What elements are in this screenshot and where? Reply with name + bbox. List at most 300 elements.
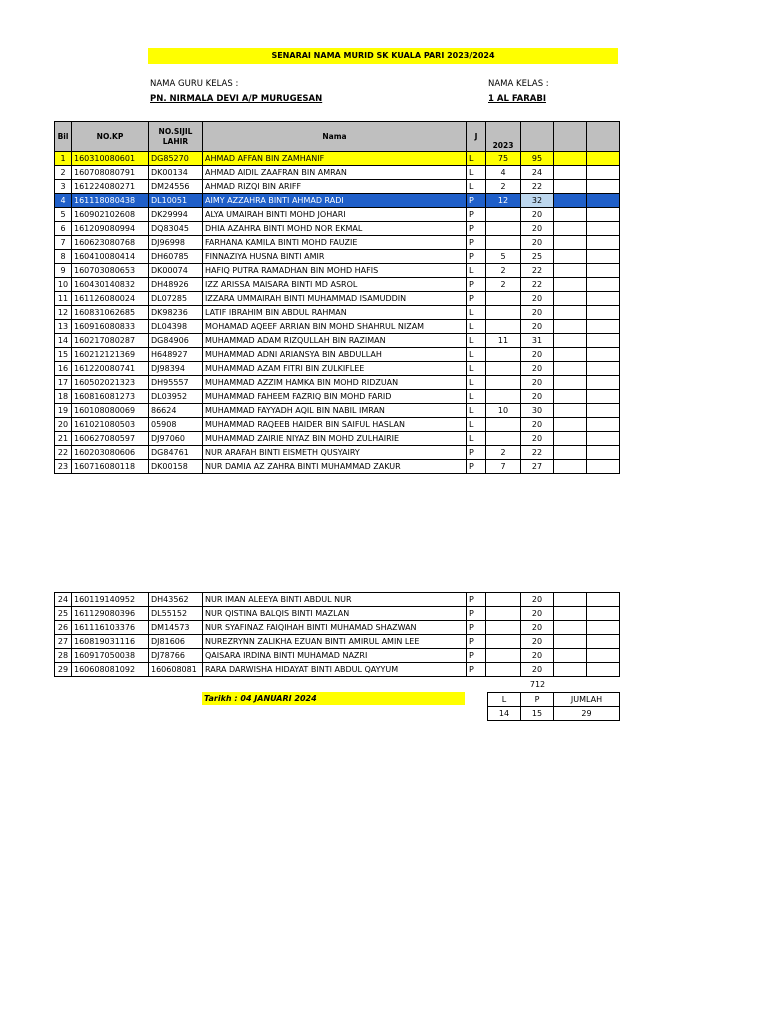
row-jantina: P [467,208,486,222]
row-nama: FARHANA KAMILA BINTI MOHD FAUZIE [203,236,467,250]
row-nokp: 161118080438 [72,194,149,208]
row-blank-2 [587,460,620,474]
row-nama: AHMAD AIDIL ZAAFRAN BIN AMRAN [203,166,467,180]
row-blank-1 [554,593,587,607]
row-bil: 29 [55,663,72,677]
row-jantina: L [467,166,486,180]
table-row [55,306,620,320]
row-blank-1 [554,292,587,306]
table-row [55,376,620,390]
row-value-b: 22 [521,446,554,460]
date-label: Tarikh : 04 JANUARI 2024 [202,692,465,705]
row-nama: MOHAMAD AQEEF ARRIAN BIN MOHD SHAHRUL NIZAM [203,320,467,334]
row-nokp: 160623080768 [72,236,149,250]
row-value-b: 20 [521,306,554,320]
row-value-a [486,649,521,663]
row-nokp: 160108080069 [72,404,149,418]
summary-p-label: P [521,693,554,707]
row-value-b: 25 [521,250,554,264]
row-blank-1 [554,264,587,278]
row-bil: 9 [55,264,72,278]
row-nokp: 160119140952 [72,593,149,607]
row-blank-2 [587,446,620,460]
row-value-a [486,621,521,635]
row-nama: HAFIQ PUTRA RAMADHAN BIN MOHD HAFIS [203,264,467,278]
table-row [55,334,620,348]
row-bil: 27 [55,635,72,649]
header-bil: Bil [55,122,72,152]
row-nokp: 160917050038 [72,649,149,663]
row-blank-2 [587,194,620,208]
table-row [55,194,620,208]
row-nosijil: DK98236 [149,306,203,320]
row-nokp: 161220080741 [72,362,149,376]
table-row [55,236,620,250]
row-jantina: P [467,222,486,236]
row-nosijil: DJ98394 [149,362,203,376]
row-jantina: L [467,320,486,334]
row-value-b: 32 [521,194,554,208]
table-row [55,390,620,404]
table-row [55,460,620,474]
row-value-b: 30 [521,404,554,418]
row-nama: DHIA AZAHRA BINTI MOHD NOR EKMAL [203,222,467,236]
row-value-b: 20 [521,292,554,306]
header-nokp: NO.KP [72,122,149,152]
row-nokp: 160203080606 [72,446,149,460]
table-row [55,152,620,166]
row-value-b: 20 [521,418,554,432]
row-jantina: P [467,292,486,306]
row-jantina: P [467,278,486,292]
row-nosijil: DG84761 [149,446,203,460]
row-nokp: 161129080396 [72,607,149,621]
row-bil: 26 [55,621,72,635]
row-bil: 24 [55,593,72,607]
row-blank-1 [554,404,587,418]
row-value-a: 12 [486,194,521,208]
row-blank-2 [587,278,620,292]
summary-l-value: 14 [488,707,521,721]
row-value-b: 20 [521,621,554,635]
row-blank-2 [587,621,620,635]
row-nama: AHMAD AFFAN BIN ZAMHANIF [203,152,467,166]
row-jantina: L [467,306,486,320]
gender-summary-table [487,692,620,721]
row-blank-2 [587,180,620,194]
row-value-a [486,418,521,432]
row-blank-1 [554,334,587,348]
row-value-b: 95 [521,152,554,166]
table-row [55,208,620,222]
summary-p-value: 15 [521,707,554,721]
row-value-b: 20 [521,362,554,376]
row-value-b: 24 [521,166,554,180]
row-nosijil: DL07285 [149,292,203,306]
table-row [55,166,620,180]
row-blank-2 [587,593,620,607]
row-jantina: L [467,348,486,362]
table-row [55,446,620,460]
row-blank-1 [554,278,587,292]
row-value-a: 2 [486,446,521,460]
row-value-a [486,208,521,222]
row-blank-1 [554,607,587,621]
row-nama: IZZARA UMMAIRAH BINTI MUHAMMAD ISAMUDDIN [203,292,467,306]
row-nosijil: DH60785 [149,250,203,264]
header-blank-3 [587,122,620,152]
row-value-b: 20 [521,348,554,362]
row-value-b: 20 [521,593,554,607]
row-blank-2 [587,208,620,222]
row-value-b: 31 [521,334,554,348]
header-blank-2 [554,122,587,152]
row-blank-1 [554,376,587,390]
row-jantina: P [467,621,486,635]
row-value-b: 22 [521,264,554,278]
table-row [55,348,620,362]
row-value-a [486,222,521,236]
row-value-a: 75 [486,152,521,166]
row-blank-2 [587,222,620,236]
row-nosijil: DM24556 [149,180,203,194]
row-value-a [486,306,521,320]
row-value-b: 22 [521,180,554,194]
row-bil: 20 [55,418,72,432]
row-nosijil: DL10051 [149,194,203,208]
row-value-a [486,635,521,649]
row-blank-2 [587,432,620,446]
table-row [55,663,620,677]
row-nokp: 161126080024 [72,292,149,306]
row-bil: 10 [55,278,72,292]
row-blank-2 [587,166,620,180]
table-row [55,250,620,264]
row-value-a: 10 [486,404,521,418]
row-nama: NUR QISTINA BALQIS BINTI MAZLAN [203,607,467,621]
row-nama: MUHAMMAD FAHEEM FAZRIQ BIN MOHD FARID [203,390,467,404]
row-nosijil: DM14573 [149,621,203,635]
row-bil: 11 [55,292,72,306]
row-blank-2 [587,250,620,264]
row-blank-1 [554,460,587,474]
table-row [55,264,620,278]
kelas-name: 1 AL FARABI [488,94,547,104]
table-row [55,635,620,649]
total-sum: 712 [529,680,546,689]
row-nokp: 160831062685 [72,306,149,320]
row-nama: MUHAMMAD RAQEEB HAIDER BIN SAIFUL HASLAN [203,418,467,432]
row-bil: 1 [55,152,72,166]
row-blank-1 [554,236,587,250]
row-nokp: 160212121369 [72,348,149,362]
row-blank-2 [587,404,620,418]
row-nokp: 160902102608 [72,208,149,222]
row-bil: 5 [55,208,72,222]
row-nosijil: DH43562 [149,593,203,607]
row-nama: NUR DAMIA AZ ZAHRA BINTI MUHAMMAD ZAKUR [203,460,467,474]
row-blank-1 [554,635,587,649]
student-table [54,121,620,474]
row-blank-2 [587,418,620,432]
row-bil: 13 [55,320,72,334]
document-title: SENARAI NAMA MURID SK KUALA PARI 2023/2024 [148,48,618,64]
summary-jumlah-label: JUMLAH [554,693,620,707]
table-row [55,649,620,663]
row-bil: 23 [55,460,72,474]
row-value-a [486,593,521,607]
row-blank-2 [587,607,620,621]
summary-l-label: L [488,693,521,707]
row-nosijil: 05908 [149,418,203,432]
row-bil: 7 [55,236,72,250]
row-nokp: 160916080833 [72,320,149,334]
row-nosijil: DK29994 [149,208,203,222]
row-nama: ALYA UMAIRAH BINTI MOHD JOHARI [203,208,467,222]
row-value-b: 20 [521,432,554,446]
row-nosijil: DL04398 [149,320,203,334]
row-nosijil: DK00134 [149,166,203,180]
row-bil: 8 [55,250,72,264]
row-jantina: P [467,607,486,621]
header-year: 2023 [486,122,521,152]
row-value-a: 2 [486,278,521,292]
row-nokp: 161224080271 [72,180,149,194]
summary-jumlah-value: 29 [554,707,620,721]
row-nama: IZZ ARISSA MAISARA BINTI MD ASROL [203,278,467,292]
row-nokp: 160217080287 [72,334,149,348]
row-blank-2 [587,348,620,362]
row-value-a [486,663,521,677]
row-value-a [486,362,521,376]
row-nama: AHMAD RIZQI BIN ARIFF [203,180,467,194]
row-value-a [486,292,521,306]
table-row [55,593,620,607]
row-blank-1 [554,208,587,222]
row-value-b: 20 [521,649,554,663]
row-nama: NUR SYAFINAZ FAIQIHAH BINTI MUHAMAD SHAZWAN [203,621,467,635]
table-row [55,418,620,432]
kelas-label: NAMA KELAS : [488,79,549,89]
row-blank-1 [554,446,587,460]
row-nosijil: DJ78766 [149,649,203,663]
row-nosijil: DK00158 [149,460,203,474]
row-bil: 6 [55,222,72,236]
row-jantina: L [467,362,486,376]
row-bil: 3 [55,180,72,194]
row-blank-1 [554,362,587,376]
row-nama: MUHAMMAD ADAM RIZQULLAH BIN RAZIMAN [203,334,467,348]
row-jantina: L [467,180,486,194]
row-blank-1 [554,250,587,264]
row-nosijil: DQ83045 [149,222,203,236]
row-blank-1 [554,432,587,446]
row-nokp: 160819031116 [72,635,149,649]
row-blank-1 [554,649,587,663]
row-jantina: P [467,649,486,663]
row-value-a: 11 [486,334,521,348]
row-value-b: 20 [521,320,554,334]
row-bil: 12 [55,306,72,320]
row-nokp: 161116103376 [72,621,149,635]
row-nosijil: DL03952 [149,390,203,404]
row-bil: 22 [55,446,72,460]
row-value-a [486,432,521,446]
row-blank-2 [587,390,620,404]
row-value-b: 20 [521,607,554,621]
row-jantina: L [467,418,486,432]
row-nosijil: DL55152 [149,607,203,621]
row-value-a [486,320,521,334]
row-nokp: 160502021323 [72,376,149,390]
row-nokp: 160816081273 [72,390,149,404]
table-row [55,320,620,334]
header-nama: Nama [203,122,467,152]
guru-name: PN. NIRMALA DEVI A/P MURUGESAN [150,94,323,104]
row-nosijil: DH95557 [149,376,203,390]
table-row [55,278,620,292]
row-value-a [486,607,521,621]
row-blank-1 [554,222,587,236]
row-nokp: 160608081092 [72,663,149,677]
row-value-b: 20 [521,236,554,250]
row-value-b: 20 [521,376,554,390]
row-blank-2 [587,334,620,348]
row-nama: NUR IMAN ALEEYA BINTI ABDUL NUR [203,593,467,607]
row-blank-2 [587,292,620,306]
header-j: J [467,122,486,152]
row-nama: MUHAMMAD ADNI ARIANSYA BIN ABDULLAH [203,348,467,362]
row-bil: 14 [55,334,72,348]
row-nosijil: DJ81606 [149,635,203,649]
row-bil: 28 [55,649,72,663]
row-bil: 19 [55,404,72,418]
row-blank-1 [554,194,587,208]
row-nokp: 161021080503 [72,418,149,432]
row-value-a: 4 [486,166,521,180]
row-nokp: 161209080994 [72,222,149,236]
table-row [55,180,620,194]
row-jantina: L [467,152,486,166]
row-jantina: P [467,663,486,677]
row-value-a [486,390,521,404]
row-blank-1 [554,621,587,635]
row-value-b: 20 [521,635,554,649]
table-row [55,292,620,306]
row-nosijil: 160608081 [149,663,203,677]
row-nosijil: H648927 [149,348,203,362]
table-row [55,607,620,621]
student-table-continued [54,592,620,677]
row-nokp: 160716080118 [72,460,149,474]
row-nokp: 160703080653 [72,264,149,278]
row-blank-2 [587,320,620,334]
row-bil: 21 [55,432,72,446]
table-row [55,404,620,418]
row-jantina: P [467,194,486,208]
row-nama: MUHAMMAD ZAIRIE NIYAZ BIN MOHD ZULHAIRIE [203,432,467,446]
row-blank-1 [554,306,587,320]
row-blank-2 [587,152,620,166]
row-nosijil: DH48926 [149,278,203,292]
row-bil: 18 [55,390,72,404]
row-value-a [486,376,521,390]
row-value-b: 20 [521,208,554,222]
row-bil: 17 [55,376,72,390]
row-nama: MUHAMMAD FAYYADH AQIL BIN NABIL IMRAN [203,404,467,418]
row-value-b: 20 [521,222,554,236]
row-nama: FINNAZIYA HUSNA BINTI AMIR [203,250,467,264]
header-nosijil: NO.SIJIL LAHIR [149,122,203,152]
row-nama: LATIF IBRAHIM BIN ABDUL RAHMAN [203,306,467,320]
row-blank-1 [554,180,587,194]
row-value-b: 20 [521,663,554,677]
row-nama: MUHAMMAD AZAM FITRI BIN ZULKIFLEE [203,362,467,376]
row-jantina: L [467,390,486,404]
row-bil: 25 [55,607,72,621]
row-nosijil: DG85270 [149,152,203,166]
row-value-b: 27 [521,460,554,474]
row-nosijil: DG84906 [149,334,203,348]
table-row [55,362,620,376]
row-nosijil: DJ96998 [149,236,203,250]
row-nokp: 160430140832 [72,278,149,292]
row-bil: 4 [55,194,72,208]
row-jantina: P [467,250,486,264]
row-blank-1 [554,348,587,362]
row-jantina: L [467,264,486,278]
row-blank-2 [587,236,620,250]
row-blank-2 [587,635,620,649]
row-blank-2 [587,649,620,663]
row-blank-1 [554,320,587,334]
row-nama: QAISARA IRDINA BINTI MUHAMAD NAZRI [203,649,467,663]
row-nokp: 160310080601 [72,152,149,166]
row-nosijil: DK00074 [149,264,203,278]
row-blank-2 [587,376,620,390]
header-blank-1 [521,122,554,152]
table-row [55,222,620,236]
row-nosijil: DJ97060 [149,432,203,446]
row-blank-2 [587,362,620,376]
table-row [55,621,620,635]
row-value-a [486,236,521,250]
row-nama: RARA DARWISHA HIDAYAT BINTI ABDUL QAYYUM [203,663,467,677]
row-value-a: 5 [486,250,521,264]
row-jantina: L [467,334,486,348]
row-nama: MUHAMMAD AZZIM HAMKA BIN MOHD RIDZUAN [203,376,467,390]
row-jantina: P [467,635,486,649]
row-nama: NUREZRYNN ZALIKHA EZUAN BINTI AMIRUL AMIN LEE [203,635,467,649]
row-jantina: P [467,236,486,250]
row-blank-1 [554,418,587,432]
row-jantina: P [467,446,486,460]
row-blank-1 [554,390,587,404]
row-value-a [486,348,521,362]
row-bil: 15 [55,348,72,362]
row-value-a: 2 [486,264,521,278]
row-blank-2 [587,306,620,320]
row-nokp: 160708080791 [72,166,149,180]
guru-label: NAMA GURU KELAS : [150,79,239,89]
row-blank-1 [554,166,587,180]
table-row [55,432,620,446]
row-jantina: L [467,376,486,390]
row-nokp: 160410080414 [72,250,149,264]
row-blank-2 [587,264,620,278]
row-value-b: 20 [521,390,554,404]
row-value-b: 22 [521,278,554,292]
